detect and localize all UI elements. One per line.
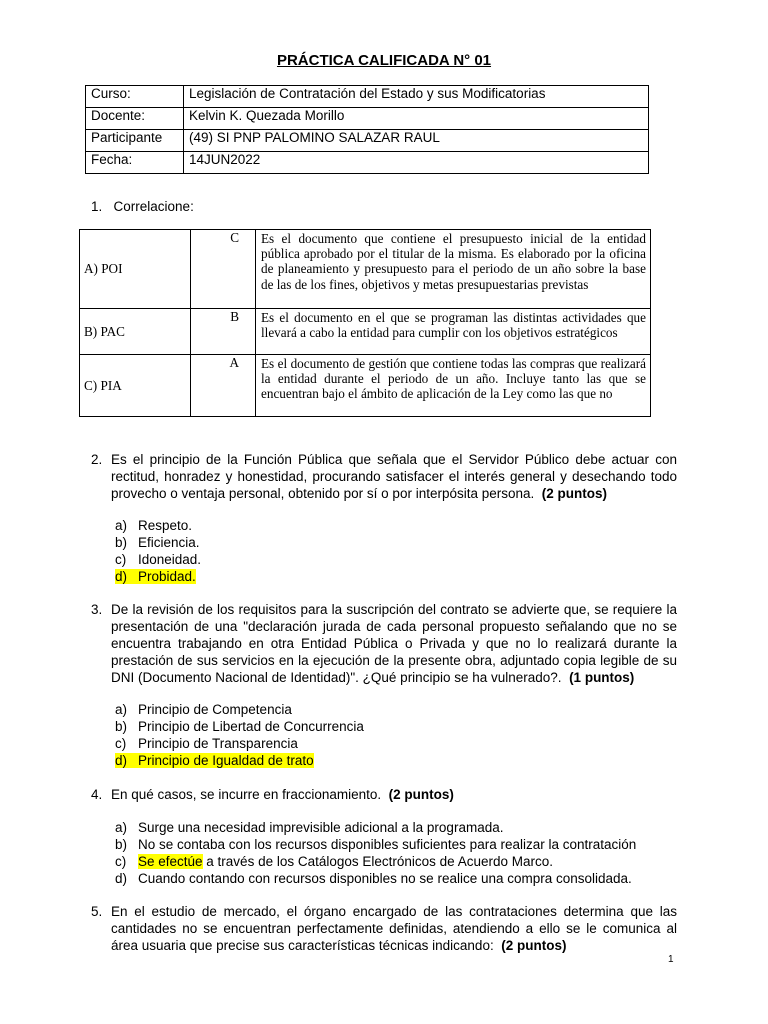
info-label: Participante: [86, 130, 184, 152]
info-row-date: [86, 152, 649, 174]
option-text: Principio de Competencia: [138, 702, 292, 717]
info-label: Curso:: [86, 86, 184, 108]
highlighted-answer: [115, 753, 314, 768]
option-letter: b): [115, 837, 128, 852]
question-number: 5.: [91, 904, 103, 919]
option-letter: b): [115, 535, 128, 550]
correlation-description: Es el documento de gestión que contiene todas las compras que realizará la entidad durante el periodo de un año. Incluye tanto las que se encuentran bajo el ámbito de aplicación de la Ley como las que no: [256, 355, 651, 417]
option-letter: c): [115, 736, 127, 751]
correlation-answer: B: [191, 309, 256, 355]
question-number: 2.: [91, 452, 103, 467]
option-letter: d): [115, 753, 128, 768]
correlation-label: A) POI: [80, 230, 191, 309]
question-body: En qué casos, se incurre en fraccionamiento.: [111, 787, 382, 802]
option-letter: a): [115, 702, 128, 717]
option-text: Respeto.: [138, 518, 193, 533]
question-3-options: [115, 701, 364, 769]
option-text: Principio de Igualdad de trato: [138, 753, 314, 768]
question-text: [111, 601, 677, 686]
option-d-selected: [115, 568, 201, 585]
info-value: 14JUN2022: [184, 152, 649, 174]
question-4-options: [115, 819, 636, 887]
question-points: (2 puntos): [388, 787, 454, 802]
option-text: No se contaba con los recursos disponibles suficientes para realizar la contratación: [138, 837, 637, 852]
info-value: Legislación de Contratación del Estado y sus Modificatorias: [184, 86, 649, 108]
correlation-answer: C: [191, 230, 256, 309]
correlation-description: Es el documento que contiene el presupuesto inicial de la entidad pública aprobado por el titular de la misma. Es elaborado por la oficina de planeamiento y presupuesto para el periodo de un año sobre la base de las de los fines, objetivos y metas presupuestarias previstas: [256, 230, 651, 309]
info-value: (49) SI PNP PALOMINO SALAZAR RAUL: [184, 130, 649, 152]
option-letter: a): [115, 518, 128, 533]
correlation-label: C) PIA: [80, 355, 191, 417]
question-text: Correlacione:: [113, 199, 194, 214]
option-c: [115, 853, 636, 870]
question-2-options: [115, 517, 201, 585]
option-a: [115, 819, 636, 836]
question-text: [111, 451, 677, 502]
option-text: Idoneidad.: [138, 552, 202, 567]
option-letter: a): [115, 820, 128, 835]
correlation-answer: A: [191, 355, 256, 417]
info-row-participant: [86, 130, 649, 152]
info-row-teacher: [86, 108, 649, 130]
course-info-table: [85, 85, 649, 174]
option-text: Principio de Transparencia: [138, 736, 298, 751]
option-b: [115, 718, 364, 735]
question-number: 4.: [91, 787, 103, 802]
option-letter: d): [115, 569, 128, 584]
option-letter: d): [115, 871, 128, 886]
highlighted-answer: [115, 569, 196, 584]
question-3: [91, 601, 677, 686]
question-body: De la revisión de los requisitos para la suscripción del contrato se advierte que, se requiere la presentación de una "declaración jurada de cada personal propuesto señalando que no se encuentra trabajando en otra Entidad Pública o Privada y que no lo realizará durante la prestación de sus servicios en la ejecución de la presente obra, adjuntado copia legible de su DNI (Documento Nacional de Identidad)". ¿Qué principio se ha vulnerado?.: [111, 602, 677, 685]
option-text: Surge una necesidad imprevisible adicional a la programada.: [138, 820, 504, 835]
correlation-row: [80, 309, 651, 355]
option-c: [115, 551, 201, 568]
option-b: [115, 836, 636, 853]
page-number: 1: [668, 954, 674, 965]
option-d: [115, 870, 636, 887]
question-points: (1 puntos): [569, 670, 635, 685]
option-d-selected: [115, 752, 364, 769]
question-number: 1.: [91, 199, 103, 214]
question-text: [111, 903, 677, 954]
option-b: [115, 534, 201, 551]
option-a: [115, 517, 201, 534]
question-points: (2 puntos): [501, 938, 567, 953]
correlation-table: [79, 229, 651, 417]
option-text: a través de los Catálogos Electrónicos de Acuerdo Marco.: [202, 854, 553, 869]
info-value: Kelvin K. Quezada Morillo: [184, 108, 649, 130]
option-text: Cuando contando con recursos disponibles no se realice una compra consolidada.: [138, 871, 632, 886]
correlation-description: Es el documento en el que se programan las distintas actividades que llevará a cabo la entidad para cumplir con los objetivos estratégicos: [256, 309, 651, 355]
correlation-row: [80, 355, 651, 417]
info-label: Docente:: [86, 108, 184, 130]
question-text: [111, 786, 677, 803]
question-4: [91, 786, 677, 803]
option-text: Probidad.: [138, 569, 196, 584]
question-body: En el estudio de mercado, el órgano encargado de las contrataciones determina que las cantidades no se encuentran perfectamente definidas, atendiendo a ello se le comunica al área usuaria que precise sus características técnicas indicando:: [111, 904, 677, 953]
option-c: [115, 735, 364, 752]
option-letter: c): [115, 552, 127, 567]
question-1: [91, 199, 194, 214]
question-number: 3.: [91, 602, 103, 617]
highlighted-answer: Se efectúe: [138, 854, 203, 869]
question-2: [91, 451, 677, 502]
correlation-label: B) PAC: [80, 309, 191, 355]
option-text: Principio de Libertad de Concurrencia: [138, 719, 364, 734]
correlation-row: [80, 230, 651, 309]
option-a: [115, 701, 364, 718]
question-points: (2 puntos): [541, 486, 608, 501]
option-letter: c): [115, 854, 127, 869]
info-label: Fecha:: [86, 152, 184, 174]
option-letter: b): [115, 719, 128, 734]
info-row-course: [86, 86, 649, 108]
question-body: Es el principio de la Función Pública que señala que el Servidor Público debe actuar con rectitud, honradez y honestidad, procurando satisfacer el interés general y desechando todo provecho o ventaja personal, obtenido por sí o por interpósita persona.: [111, 452, 677, 501]
question-5: [91, 903, 677, 954]
page-title: PRÁCTICA CALIFICADA N° 01: [276, 52, 492, 69]
option-text: Eficiencia.: [138, 535, 200, 550]
